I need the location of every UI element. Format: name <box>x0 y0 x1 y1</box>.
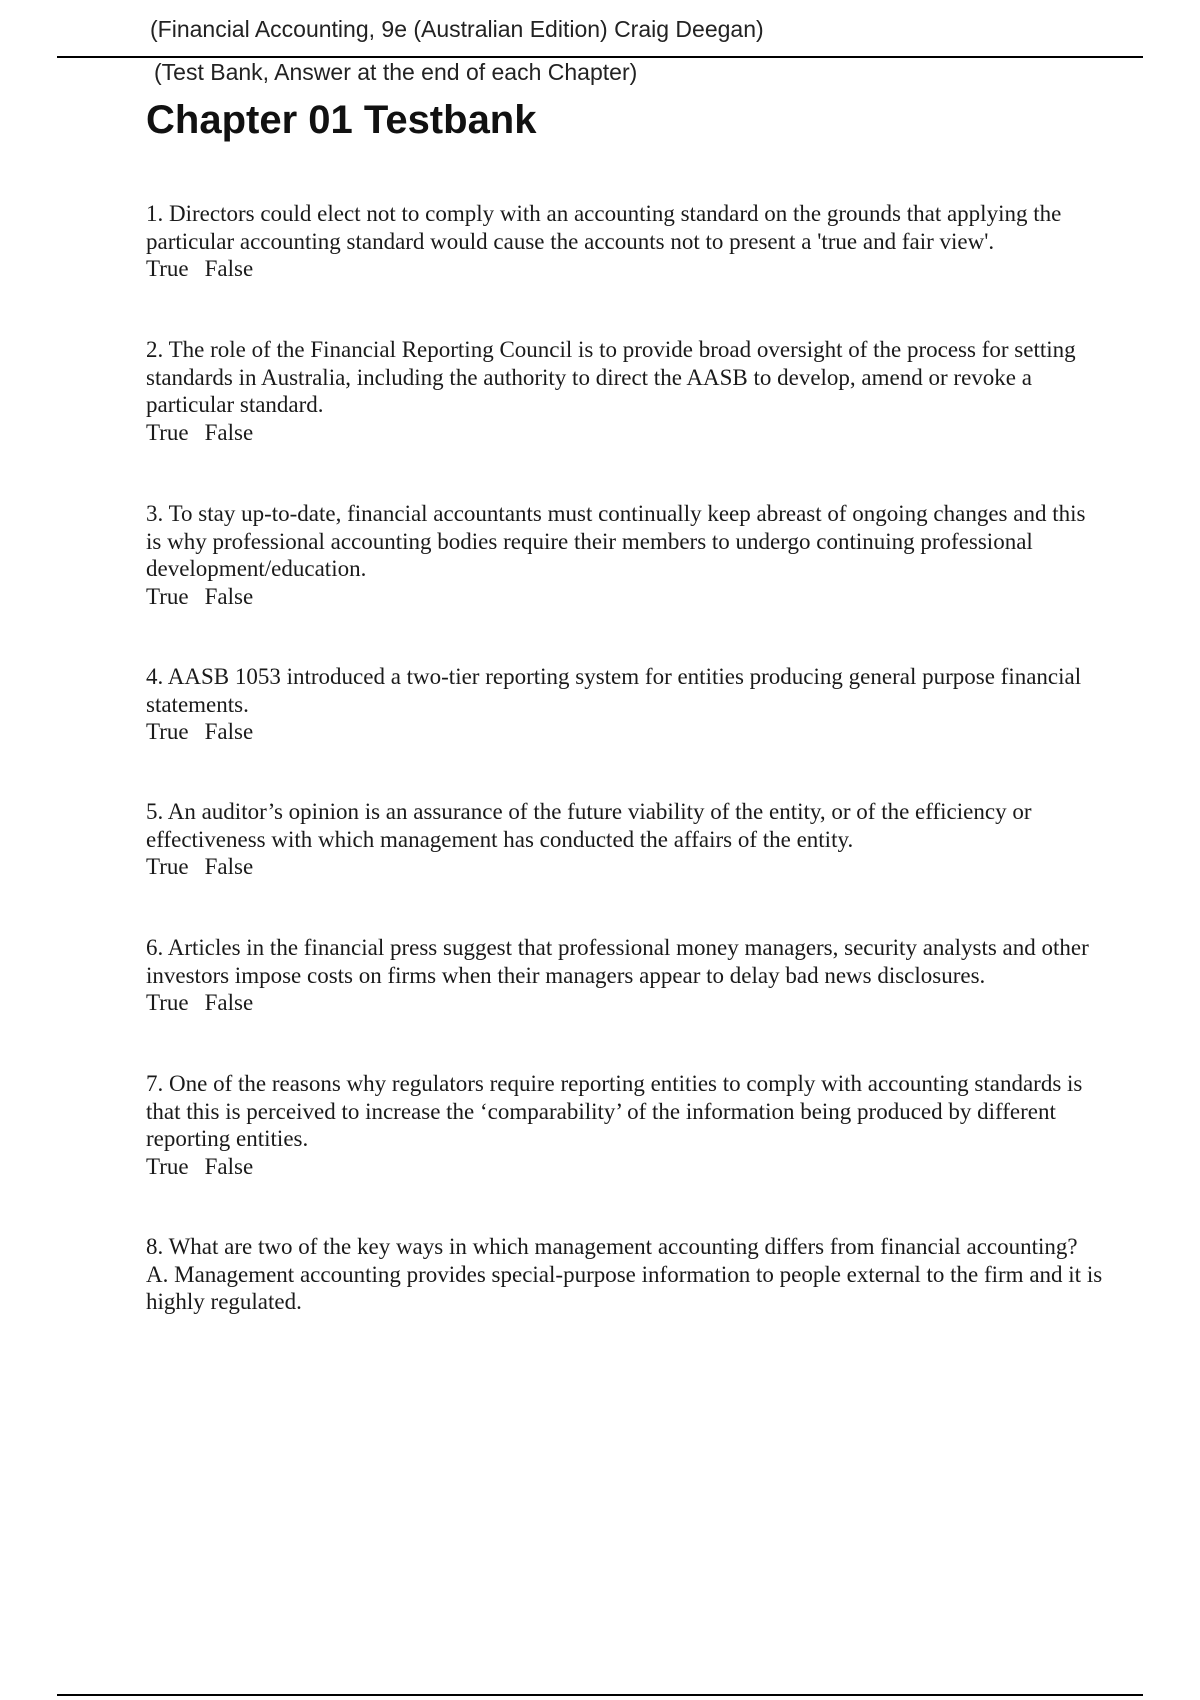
false-option: False <box>204 256 254 281</box>
question-number: 6. <box>146 935 164 960</box>
header-divider <box>57 56 1143 58</box>
question-number: 4. <box>146 664 164 689</box>
question-8 <box>146 1233 1106 1316</box>
true-option: True <box>146 256 189 281</box>
true-option: True <box>146 419 189 445</box>
question-4 <box>146 663 1106 746</box>
question-4-text <box>146 663 1106 718</box>
true-option: True <box>146 719 189 744</box>
question-6-text <box>146 934 1106 989</box>
question-stem: An auditor’s opinion is an assurance of the future viability of the entity, or of the efficiency or effectiveness with which management has conducted the affairs of the entity. <box>146 799 1032 852</box>
true-false-options <box>146 853 1106 881</box>
option-letter: A. <box>146 1261 169 1287</box>
question-6 <box>146 934 1106 1017</box>
question-1-text <box>146 200 1106 255</box>
book-header: (Financial Accounting, 9e (Australian Edition) Craig Deegan) <box>150 16 764 42</box>
true-false-options <box>146 718 1106 746</box>
true-false-options <box>146 583 1106 611</box>
question-3-text <box>146 500 1106 583</box>
question-1 <box>146 200 1106 283</box>
true-false-options <box>146 419 1106 447</box>
option-text: Management accounting provides special-purpose information to people external to the firm and it is highly regulated. <box>146 1261 1103 1314</box>
question-7 <box>146 1070 1106 1180</box>
question-2 <box>146 336 1106 446</box>
true-option: True <box>146 1153 189 1179</box>
question-number: 3. <box>146 501 164 526</box>
true-false-options <box>146 989 1106 1017</box>
question-number: 5. <box>146 799 164 824</box>
true-option: True <box>146 583 189 609</box>
question-5 <box>146 798 1106 881</box>
footer-divider <box>57 1694 1143 1696</box>
true-option: True <box>146 854 189 879</box>
question-number: 8. <box>146 1234 164 1259</box>
false-option: False <box>204 419 254 445</box>
question-8-text <box>146 1233 1106 1261</box>
question-stem: AASB 1053 introduced a two-tier reporting system for entities producing general purpose financial statements. <box>146 664 1082 717</box>
question-5-text <box>146 798 1106 853</box>
question-number: 2. <box>146 337 164 362</box>
chapter-title: Chapter 01 Testbank <box>146 98 537 142</box>
true-false-options <box>146 1153 1106 1181</box>
false-option: False <box>204 1153 254 1179</box>
answer-option-a <box>146 1261 1106 1316</box>
question-2-text <box>146 336 1106 419</box>
question-stem: One of the reasons why regulators require reporting entities to comply with accounting standards is that this is perceived to increase the ‘comparability’ of the information being produced by different reporting entities. <box>146 1071 1083 1151</box>
question-number: 7. <box>146 1071 164 1096</box>
question-stem: The role of the Financial Reporting Council is to provide broad oversight of the process for setting standards in Australia, including the authority to direct the AASB to develop, amend or revoke a particular standard. <box>146 337 1076 417</box>
false-option: False <box>204 854 254 879</box>
question-stem: What are two of the key ways in which management accounting differs from financial accounting? <box>168 1234 1078 1259</box>
question-number: 1. <box>146 201 164 226</box>
true-false-options <box>146 255 1106 283</box>
question-3 <box>146 500 1106 610</box>
true-option: True <box>146 990 189 1015</box>
question-stem: Directors could elect not to comply with an accounting standard on the grounds that applying the particular accounting standard would cause the accounts not to present a 'true and fair view'. <box>146 201 1062 254</box>
question-stem: To stay up-to-date, financial accountants must continually keep abreast of ongoing changes and this is why professional accounting bodies require their members to undergo continuing professional development/education. <box>146 501 1086 581</box>
false-option: False <box>204 990 254 1015</box>
question-7-text <box>146 1070 1106 1153</box>
test-bank-subtitle: (Test Bank, Answer at the end of each Chapter) <box>154 59 638 85</box>
false-option: False <box>204 583 254 609</box>
question-stem: Articles in the financial press suggest that professional money managers, security analysts and other investors impose costs on firms when their managers appear to delay bad news disclosures. <box>146 935 1089 988</box>
false-option: False <box>204 719 254 744</box>
